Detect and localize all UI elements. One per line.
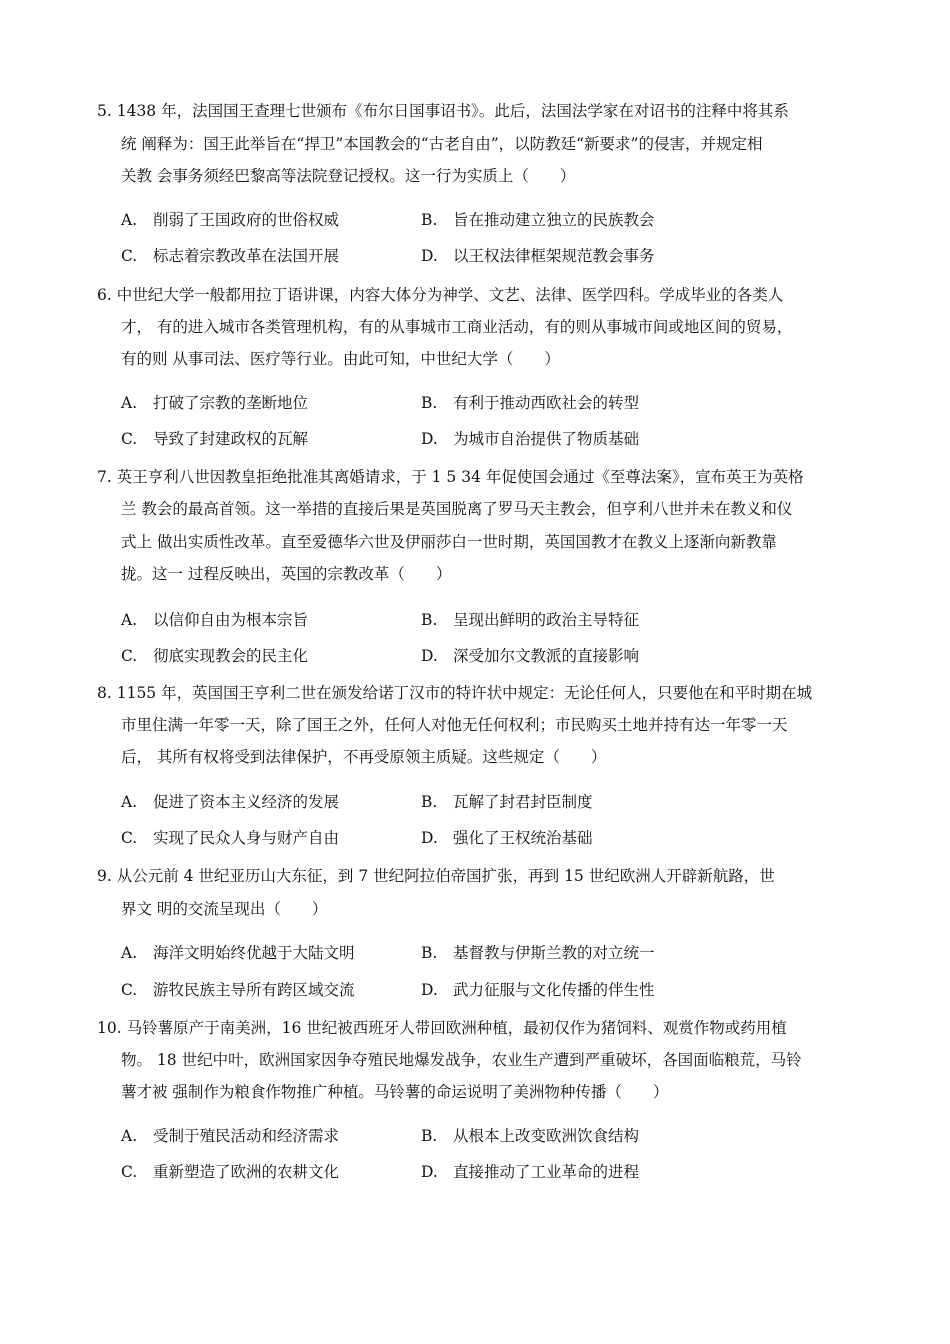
question-stem-line: 有的则 从事司法、医疗等行业。由此可知，中世纪大学（ ） [121,350,560,368]
option-text: 基督教与伊斯兰教的对立统一 [453,944,655,962]
option-text: 有利于推动西欧社会的转型 [453,394,640,412]
question-stem-line: 关教 会事务须经巴黎高等法院登记授权。这一行为实质上（ ） [121,167,576,185]
option-text: 打破了宗教的垄断地位 [153,394,309,412]
question-stem-line: 才， 有的进入城市各类管理机构，有的从事城市工商业活动，有的则从事城市间或地区间的贸易， [121,318,793,336]
option-letter: D. [421,647,438,665]
question-stem-line: 8. 1155 年，英国国王亨利二世在颁发给诺丁汉市的特许状中规定：无论任何人，只要他在和平时期在城 [97,684,813,702]
option-a [121,792,339,812]
option-letter: A. [121,793,138,811]
option-c [121,246,339,266]
option-a [121,210,339,230]
option-text: 海洋文明始终优越于大陆文明 [153,944,355,962]
option-text: 强化了王权统治基础 [453,829,593,847]
option-a [121,610,308,630]
option-text: 重新塑造了欧洲的农耕文化 [153,1163,340,1181]
option-letter: B. [421,611,438,629]
option-b [421,610,639,630]
option-text: 以王权法律框架规范教会事务 [453,247,655,265]
option-c [121,429,308,449]
option-letter: D. [421,430,438,448]
option-letter: D. [421,981,438,999]
option-letter: B. [421,793,438,811]
question-stem-line: 界文 明的交流呈现出（ ） [121,900,328,918]
option-text: 导致了封建政权的瓦解 [153,430,309,448]
option-letter: A. [121,1127,138,1145]
option-letter: C. [121,247,138,265]
option-c [121,1162,339,1182]
option-text: 标志着宗教改革在法国开展 [153,247,340,265]
option-letter: C. [121,647,138,665]
question-stem-line: 物。 18 世纪中叶，欧洲国家因争夺殖民地爆发战争，农业生产遭到严重破坏，各国面临粮荒，马铃 [121,1051,802,1069]
option-letter: D. [421,1163,438,1181]
question-stem-line: 兰 教会的最高首领。这一举措的直接后果是英国脱离了罗马天主教会，但亨利八世并未在教义和仪 [121,500,793,518]
option-letter: B. [421,394,438,412]
question-stem-line: 10. 马铃薯原产于南美洲，16 世纪被西班牙人带回欧洲种植，最初仅作为猪饲料、观赏作物或药用植 [97,1019,787,1037]
option-text: 深受加尔文教派的直接影响 [453,647,640,665]
question-stem-line: 9. 从公元前 4 世纪亚历山大东征，到 7 世纪阿拉伯帝国扩张，再到 15 世纪欧洲人开辟新航路，世 [97,867,775,885]
option-d [421,828,593,848]
question-stem-line: 后， 其所有权将受到法律保护，不再受原领主质疑。这些规定（ ） [121,748,607,766]
option-a [121,1126,339,1146]
question-stem-line: 7. 英王亨利八世因教皇拒绝批准其离婚请求，于 1 5 34 年促使国会通过《至尊法案》，宣布英王为英格 [97,468,804,486]
question-stem-line: 市里住满一年零一天，除了国王之外，任何人对他无任何权利；市民购买土地并持有达一年零一天 [121,716,788,734]
option-a [121,393,308,413]
option-b [421,792,593,812]
option-letter: D. [421,829,438,847]
question-stem-line: 统 阐释为：国王此举旨在“捍卫”本国教会的“古老自由”，以防教廷“新要求”的侵害，并规定相 [121,135,763,153]
question-stem-line: 6. 中世纪大学一般都用拉丁语讲课，内容大体分为神学、文艺、法律、医学四科。学成毕业的各类人 [97,286,784,304]
option-letter: D. [421,247,438,265]
option-letter: A. [121,211,138,229]
option-d [421,429,639,449]
option-c [121,828,339,848]
question-stem-line: 拢。这一 过程反映出，英国的宗教改革（ ） [121,565,452,583]
option-letter: C. [121,1163,138,1181]
option-d [421,1162,639,1182]
option-text: 为城市自治提供了物质基础 [453,430,640,448]
option-b [421,393,639,413]
option-d [421,246,655,266]
option-text: 瓦解了封君封臣制度 [453,793,593,811]
option-c [121,980,355,1000]
question-stem-line: 5. 1438 年，法国国王查理七世颁布《布尔日国事诏书》。此后，法国法学家在对诏书的注释中将其系 [97,102,789,120]
option-letter: B. [421,944,438,962]
option-b [421,943,655,963]
option-d [421,980,655,1000]
option-text: 受制于殖民活动和经济需求 [153,1127,340,1145]
option-d [421,646,639,666]
option-text: 削弱了王国政府的世俗权威 [153,211,340,229]
option-a [121,943,355,963]
option-letter: C. [121,829,138,847]
option-letter: B. [421,211,438,229]
option-c [121,646,308,666]
option-text: 促进了资本主义经济的发展 [153,793,340,811]
option-letter: A. [121,394,138,412]
question-stem-line: 薯才被 强制作为粮食作物推广种植。马铃薯的命运说明了美洲物种传播（ ） [121,1083,669,1101]
option-text: 呈现出鲜明的政治主导特征 [453,611,640,629]
question-stem-line: 式上 做出实质性改革。直至爱德华六世及伊丽莎白一世时期，英国国教才在教义上逐渐向新教靠 [121,533,777,551]
option-text: 直接推动了工业革命的进程 [453,1163,640,1181]
option-b [421,210,655,230]
option-text: 以信仰自由为根本宗旨 [153,611,309,629]
option-letter: B. [421,1127,438,1145]
option-text: 武力征服与文化传播的伴生性 [453,981,655,999]
option-letter: C. [121,981,138,999]
option-text: 实现了民众人身与财产自由 [153,829,340,847]
option-text: 从根本上改变欧洲饮食结构 [453,1127,640,1145]
option-letter: C. [121,430,138,448]
option-text: 彻底实现教会的民主化 [153,647,309,665]
option-letter: A. [121,611,138,629]
option-text: 游牧民族主导所有跨区域交流 [153,981,355,999]
option-text: 旨在推动建立独立的民族教会 [453,211,655,229]
option-letter: A. [121,944,138,962]
option-b [421,1126,639,1146]
